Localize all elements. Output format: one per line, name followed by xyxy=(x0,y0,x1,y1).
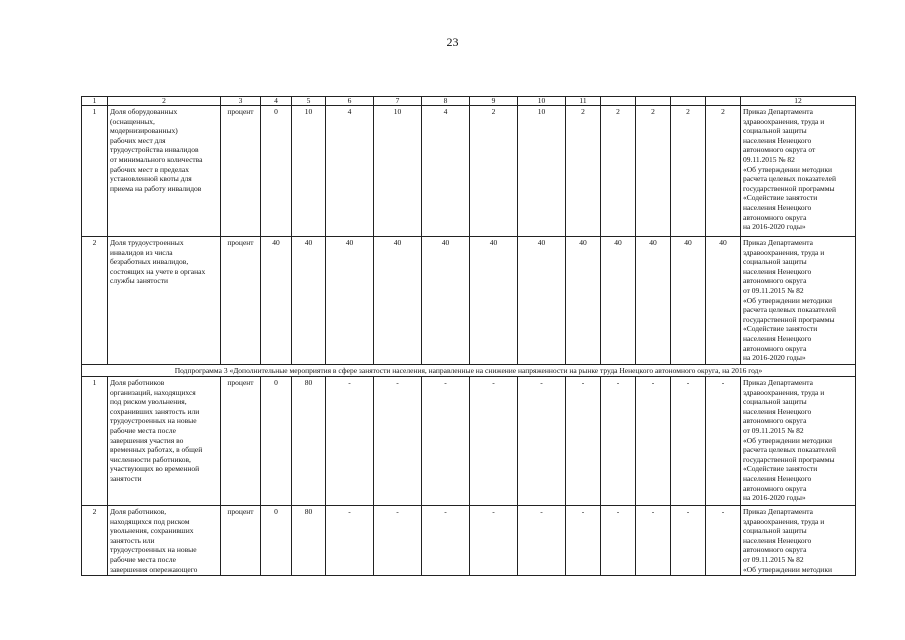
row-number-cell: 2 xyxy=(82,506,108,576)
header-cell: 9 xyxy=(470,97,518,106)
header-cell: 7 xyxy=(374,97,422,106)
value-cell: - xyxy=(470,506,518,576)
value-cell: - xyxy=(566,377,601,506)
value-cell: - xyxy=(566,506,601,576)
header-cell xyxy=(636,97,671,106)
value-cell: 2 xyxy=(601,106,636,237)
table-row xyxy=(82,237,856,365)
value-cell: 4 xyxy=(326,106,374,237)
value-cell: 40 xyxy=(374,237,422,365)
value-cell: - xyxy=(470,377,518,506)
value-cell: 4 xyxy=(422,106,470,237)
subprogram-row xyxy=(82,365,856,377)
value-cell: 80 xyxy=(292,506,326,576)
value-cell: - xyxy=(422,506,470,576)
header-cell xyxy=(706,97,741,106)
value-cell: 80 xyxy=(292,377,326,506)
value-cell: 40 xyxy=(292,237,326,365)
value-cell: 10 xyxy=(292,106,326,237)
value-cell: 10 xyxy=(518,106,566,237)
value-cell: 40 xyxy=(601,237,636,365)
table-row xyxy=(82,377,856,506)
source-cell: Приказ Департамента здравоохранения, труда и социальной защиты населения Ненецкого автономного округа от 09.11.2015 № 82 «Об утверждении методики расчета целевых показателей государственной программы «Содействие занятости населения Ненецкого автономного округа на 2016-2020 годы» xyxy=(741,106,856,237)
value-cell: - xyxy=(422,377,470,506)
value-cell: 2 xyxy=(706,106,741,237)
indicator-name-cell: Доля работников организаций, находящихся под риском увольнения, сохранивших занятость или трудоустроенных на новые рабочие места после завершения участия во временных работах, в общей численности работников, участвующих во временной занятости xyxy=(108,377,221,506)
header-cell xyxy=(671,97,706,106)
value-cell: - xyxy=(374,506,422,576)
value-cell: - xyxy=(636,377,671,506)
value-cell: - xyxy=(636,506,671,576)
value-cell: - xyxy=(671,377,706,506)
table-row xyxy=(82,506,856,576)
value-cell: 40 xyxy=(326,237,374,365)
value-cell: 40 xyxy=(518,237,566,365)
value-cell: 40 xyxy=(706,237,741,365)
source-cell: Приказ Департамента здравоохранения, труда и социальной защиты населения Ненецкого автономного округа от 09.11.2015 № 82 «Об утверждении методики xyxy=(741,506,856,576)
header-cell: 2 xyxy=(108,97,221,106)
value-cell: - xyxy=(601,377,636,506)
value-cell: - xyxy=(601,506,636,576)
unit-cell: процент xyxy=(221,377,261,506)
subprogram-title: Подпрограмма 3 «Дополнительные мероприятия в сфере занятости населения, направленные на снижение напряженности на рынке труда Ненецкого автономного округа, на 2016 год» xyxy=(82,365,856,377)
unit-cell: процент xyxy=(221,106,261,237)
header-cell: 1 xyxy=(82,97,108,106)
header-cell: 8 xyxy=(422,97,470,106)
indicator-name-cell: Доля оборудованных (оснащенных, модернизированных) рабочих мест для трудоустройства инвалидов от минимального количества рабочих мест в пределах установленной квоты для приема на работу инвалидов xyxy=(108,106,221,237)
value-cell: - xyxy=(518,377,566,506)
value-cell: 0 xyxy=(261,106,292,237)
header-cell: 11 xyxy=(566,97,601,106)
row-number-cell: 1 xyxy=(82,106,108,237)
header-cell: 12 xyxy=(741,97,856,106)
value-cell: - xyxy=(374,377,422,506)
row-number-cell: 2 xyxy=(82,237,108,365)
row-number-cell: 1 xyxy=(82,377,108,506)
header-cell: 10 xyxy=(518,97,566,106)
indicators-table xyxy=(81,96,856,576)
header-cell: 6 xyxy=(326,97,374,106)
value-cell: 40 xyxy=(470,237,518,365)
value-cell: 0 xyxy=(261,377,292,506)
unit-cell: процент xyxy=(221,506,261,576)
value-cell: 40 xyxy=(422,237,470,365)
value-cell: 2 xyxy=(671,106,706,237)
value-cell: 40 xyxy=(566,237,601,365)
value-cell: - xyxy=(706,506,741,576)
value-cell: - xyxy=(326,377,374,506)
header-cell: 4 xyxy=(261,97,292,106)
unit-cell: процент xyxy=(221,237,261,365)
header-cell: 3 xyxy=(221,97,261,106)
value-cell: - xyxy=(671,506,706,576)
header-cell: 5 xyxy=(292,97,326,106)
header-cell xyxy=(601,97,636,106)
source-cell: Приказ Департамента здравоохранения, труда и социальной защиты населения Ненецкого автономного округа от 09.11.2015 № 82 «Об утверждении методики расчета целевых показателей государственной программы «Содействие занятости населения Ненецкого автономного округа на 2016-2020 годы» xyxy=(741,377,856,506)
value-cell: 10 xyxy=(374,106,422,237)
value-cell: 2 xyxy=(636,106,671,237)
value-cell: - xyxy=(518,506,566,576)
page-number: 23 xyxy=(446,35,459,49)
value-cell: - xyxy=(706,377,741,506)
source-cell: Приказ Департамента здравоохранения, труда и социальной защиты населения Ненецкого автономного округа от 09.11.2015 № 82 «Об утверждении методики расчета целевых показателей государственной программы «Содействие занятости населения Ненецкого автономного округа на 2016-2020 годы» xyxy=(741,237,856,365)
table-row xyxy=(82,106,856,237)
value-cell: 2 xyxy=(470,106,518,237)
value-cell: 0 xyxy=(261,506,292,576)
value-cell: 40 xyxy=(261,237,292,365)
value-cell: 40 xyxy=(671,237,706,365)
value-cell: 40 xyxy=(636,237,671,365)
value-cell: - xyxy=(326,506,374,576)
value-cell: 2 xyxy=(566,106,601,237)
header-row xyxy=(82,97,856,106)
indicator-name-cell: Доля работников, находящихся под риском увольнения, сохранивших занятость или трудоустроенных на новые рабочие места после завершения опережающего xyxy=(108,506,221,576)
indicator-name-cell: Доля трудоустроенных инвалидов из числа безработных инвалидов, состоящих на учете в органах службы занятости xyxy=(108,237,221,365)
